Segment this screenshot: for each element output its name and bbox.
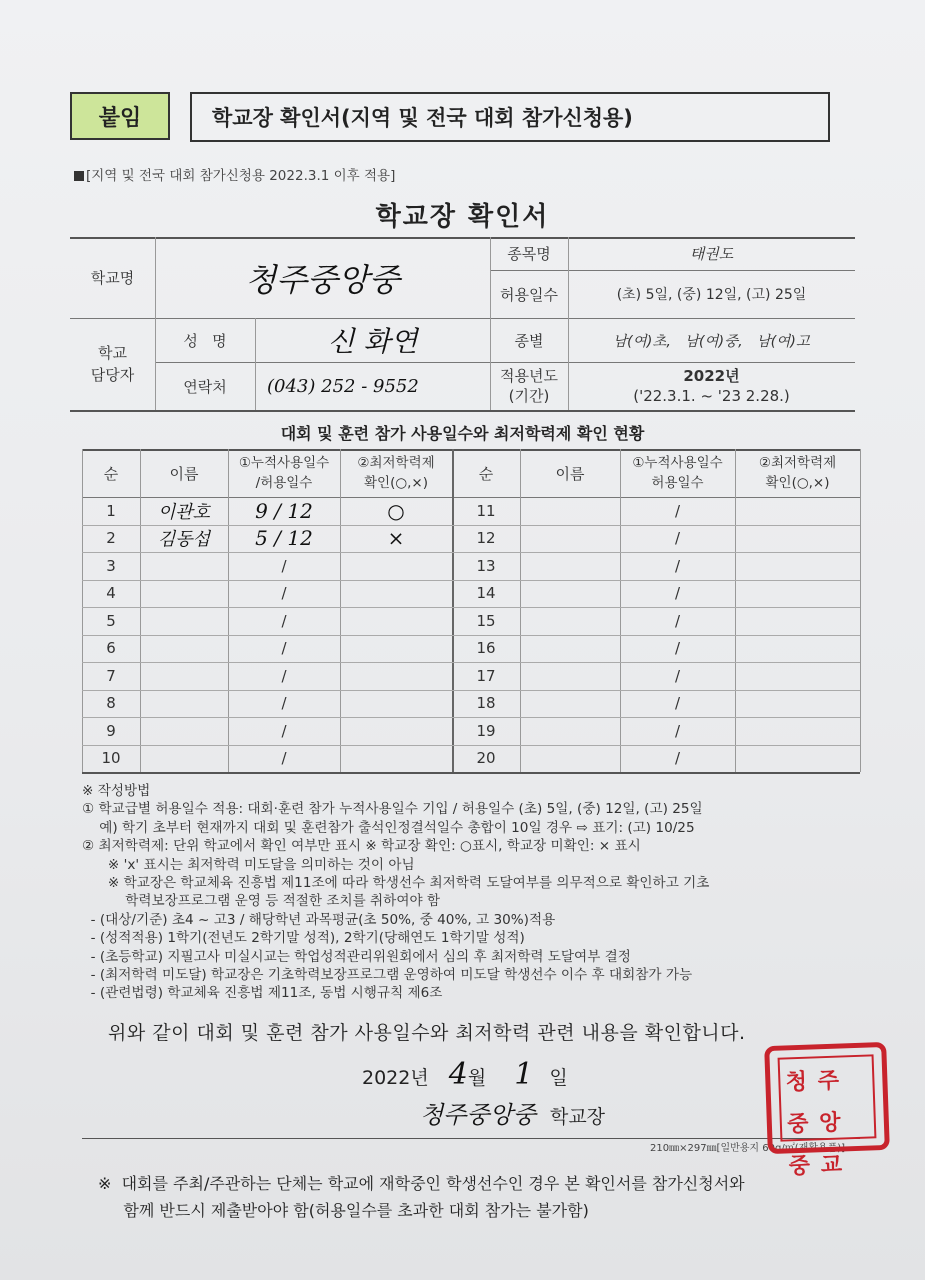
roster-days-cell: / <box>281 611 287 630</box>
roster-num-cell: 12 <box>476 529 496 548</box>
roster-name-cell <box>140 552 228 580</box>
roster-num-cell: 15 <box>476 611 496 630</box>
roster-check-cell <box>735 552 860 580</box>
roster-days-cell: / <box>674 501 681 520</box>
seal-character: 중 <box>786 1111 809 1137</box>
roster-days-cell: / <box>674 584 681 603</box>
roster-days-cell: / <box>674 666 681 685</box>
roster-check-cell <box>735 662 860 690</box>
roster-check-cell <box>340 690 452 718</box>
header-num-right: 순 <box>478 464 494 483</box>
sport-value: 태권도 <box>689 245 734 263</box>
type-label: 종별 <box>514 331 544 350</box>
roster-bottom-border <box>82 772 860 774</box>
roster-check-cell <box>340 717 452 745</box>
header-num: 순 <box>103 464 119 483</box>
roster-num-cell: 17 <box>476 666 496 685</box>
roster-days-cell: / <box>281 721 287 740</box>
header-days: ①누적사용일수 /허용일수 <box>238 455 330 491</box>
roster-num-cell: 5 <box>106 611 116 630</box>
roster-num-cell: 8 <box>106 694 116 713</box>
header-name-right: 이름 <box>555 464 585 483</box>
roster-check-cell <box>735 745 860 773</box>
sport-label: 종목명 <box>507 245 551 263</box>
roster-num-cell: 18 <box>476 694 496 713</box>
header-name: 이름 <box>169 464 199 483</box>
instruction-line: ※ 작성방법 <box>82 783 151 799</box>
roster-name-cell <box>520 717 620 745</box>
roster-days-cell: 9 / 12 <box>255 498 313 523</box>
roster-check-cell <box>340 607 452 635</box>
roster-check-cell <box>340 662 452 690</box>
roster-days-cell: / <box>281 639 287 658</box>
header-days-right: ①누적사용일수 허용일수 <box>632 455 723 491</box>
roster-check-cell <box>340 745 452 773</box>
roster-num-cell: 10 <box>101 749 121 768</box>
allowed-days-label: 허용일수 <box>500 285 558 304</box>
seal-character: 중 <box>788 1153 811 1179</box>
roster-num-cell: 6 <box>106 639 116 658</box>
year-label: 적용년도 (기간) <box>500 367 558 405</box>
roster-days-cell: / <box>281 556 287 575</box>
roster-check-cell <box>340 552 452 580</box>
seal-character: 교 <box>820 1152 843 1178</box>
roster-num-cell: 11 <box>476 501 496 520</box>
seal-character: 주 <box>817 1068 840 1094</box>
roster-name-cell <box>140 690 228 718</box>
roster-days-cell: / <box>674 556 681 575</box>
roster-name-cell <box>520 745 620 773</box>
header-check: ②최저학력제 확인(○,×) <box>357 455 435 491</box>
instruction-line: - (관련법령) 학교체육 진흥법 제11조, 동법 시행규칙 제6조 <box>82 985 443 1002</box>
paper-size-note: 210㎜×297㎜[일반용지 60g/㎡(재활용품)] <box>650 1143 846 1154</box>
roster-name-cell <box>520 690 620 718</box>
roster-num-cell: 19 <box>476 721 496 740</box>
roster-days-cell: / <box>674 694 681 713</box>
manager-label: 학교 담당자 <box>90 344 135 384</box>
roster-check-cell <box>735 635 860 663</box>
roster-check-cell <box>735 525 860 553</box>
confirmation-statement: 위와 같이 대회 및 훈련 참가 사용일수와 최저학력 관련 내용을 확인합니다. <box>108 1022 746 1044</box>
allowed-days-value: (초) 5일, (중) 12일, (고) 25일 <box>616 287 807 303</box>
section-title: 대회 및 훈련 참가 사용일수와 최저학력제 확인 현황 <box>280 424 645 443</box>
roster-days-cell: / <box>281 694 287 713</box>
roster-name-cell <box>140 635 228 663</box>
roster-name-cell <box>140 745 228 773</box>
roster-num-cell: 4 <box>106 584 116 603</box>
signing-date: 2022년 4월 1 일 <box>362 1057 568 1092</box>
roster-check-cell <box>735 717 860 745</box>
header-check-right: ②최저학력제 확인(○,×) <box>758 455 837 491</box>
roster-name-cell <box>520 552 620 580</box>
attachment-tag: 붙임 <box>70 92 170 140</box>
roster-name-cell: 김동섭 <box>157 529 211 551</box>
roster-check-cell: × <box>387 526 405 551</box>
roster-days-cell: 5 / 12 <box>255 526 313 551</box>
roster-name-cell <box>520 580 620 608</box>
document-title: 학교장 확인서 <box>375 202 550 232</box>
roster-days-cell: / <box>674 529 681 548</box>
roster-num-cell: 1 <box>106 501 116 520</box>
roster-check-cell <box>735 607 860 635</box>
roster-days-cell: / <box>281 749 287 768</box>
writing-instructions <box>82 782 872 1003</box>
roster-num-cell: 3 <box>106 556 116 575</box>
instruction-line: 예) 학기 초부터 현재까지 대회 및 훈련참가 출석인정결석일수 총합이 10일 경우 ⇨ 표기: (고) 10/25 <box>82 819 695 836</box>
seal-character: 청 <box>785 1069 808 1095</box>
roster-column-line <box>860 449 861 772</box>
instruction-line: ※ 학교장은 학교체육 진흥법 제11조에 따라 학생선수 최저학력 도달여부를 의무적으로 확인하고 기초 <box>82 875 710 892</box>
roster-name-cell <box>520 497 620 525</box>
roster-days-cell: / <box>281 666 287 685</box>
roster-num-cell: 13 <box>476 556 496 575</box>
square-bullet-icon <box>74 171 84 181</box>
instruction-line: - (최저학력 미도달) 학교장은 기초학력보장프로그램 운영하여 미도달 학생선수 이수 후 대회참가 가능 <box>82 967 693 984</box>
roster-name-cell <box>520 635 620 663</box>
roster-check-cell <box>735 580 860 608</box>
roster-days-cell: / <box>674 611 681 630</box>
roster-num-cell: 14 <box>476 584 496 603</box>
instruction-line: - (초등학교) 지필고사 미실시교는 학업성적관리위원회에서 심의 후 최저학력 도달여부 결정 <box>82 948 631 965</box>
contact-value: (043) 252 - 9552 <box>267 375 419 397</box>
seal-character: 앙 <box>818 1110 841 1136</box>
name-value: 신 화연 <box>327 325 418 358</box>
roster-check-cell <box>735 497 860 525</box>
type-value: 남(여)초, 남(여)중, 남(여)고 <box>613 333 810 350</box>
instruction-line: ① 학교급별 허용일수 적용: 대회·훈련 참가 누적사용일수 기입 / 허용일수 (초) 5일, (중) 12일, (고) 25일 <box>82 801 703 818</box>
roster-check-cell <box>340 635 452 663</box>
roster-days-cell: / <box>674 721 681 740</box>
roster-name-cell <box>520 662 620 690</box>
roster-name-cell <box>520 607 620 635</box>
roster-name-cell <box>520 525 620 553</box>
roster-num-cell: 20 <box>476 749 496 768</box>
roster-name-cell <box>140 580 228 608</box>
roster-num-cell: 7 <box>106 666 116 685</box>
roster-name-cell: 이관호 <box>157 501 211 523</box>
roster-check-cell <box>340 580 452 608</box>
header-title: 학교장 확인서(지역 및 전국 대회 참가신청용) <box>190 92 830 142</box>
roster-num-cell: 2 <box>106 529 116 548</box>
roster-check-cell <box>735 690 860 718</box>
roster-name-cell <box>140 607 228 635</box>
principal-signature: 청주중앙중 학교장 <box>420 1101 606 1129</box>
roster-days-cell: / <box>674 749 681 768</box>
applicability-note: [지역 및 전국 대회 참가신청용 2022.3.1 이후 적용] <box>74 164 395 184</box>
roster-name-cell <box>140 717 228 745</box>
roster-check-cell: ○ <box>387 498 405 523</box>
year-value: 2022년 ('22.3.1. ~ '23 2.28.) <box>633 367 790 405</box>
roster-num-cell: 16 <box>476 639 496 658</box>
school-seal-stamp <box>764 1042 890 1179</box>
name-label: 성 명 <box>183 331 227 350</box>
roster-name-cell <box>140 662 228 690</box>
instruction-line: 학력보장프로그램 운영 등 적절한 조치를 취하여야 함 <box>82 893 441 910</box>
info-line <box>70 410 855 412</box>
roster-num-cell: 9 <box>106 721 116 740</box>
footer-notice: ※ 대회를 주최/주관하는 단체는 학교에 재학중인 학생선수인 경우 본 확인서를 참가신청서와 함께 반드시 제출받아야 함(허용일수를 초과한 대회 참가는 불가함) <box>98 1174 745 1220</box>
roster-days-cell: / <box>674 639 681 658</box>
instruction-line: - (성적적용) 1학기(전년도 2학기말 성적), 2학기(당해연도 1학기말 성적) <box>82 930 525 947</box>
instruction-line: ② 최저학력제: 단위 학교에서 확인 여부만 표시 ※ 학교장 확인: ○표시, 학교장 미확인: × 표시 <box>82 838 641 855</box>
school-value: 청주중앙중 <box>245 260 400 299</box>
school-label: 학교명 <box>90 269 135 287</box>
instruction-line: ※ 'x' 표시는 최저학력 미도달을 의미하는 것이 아님 <box>82 856 415 873</box>
instruction-line: - (대상/기준) 초4 ~ 고3 / 해당학년 과목평균(초 50%, 중 40%, 고 30%)적용 <box>82 911 556 928</box>
contact-label: 연락처 <box>183 377 227 396</box>
roster-days-cell: / <box>281 584 287 603</box>
